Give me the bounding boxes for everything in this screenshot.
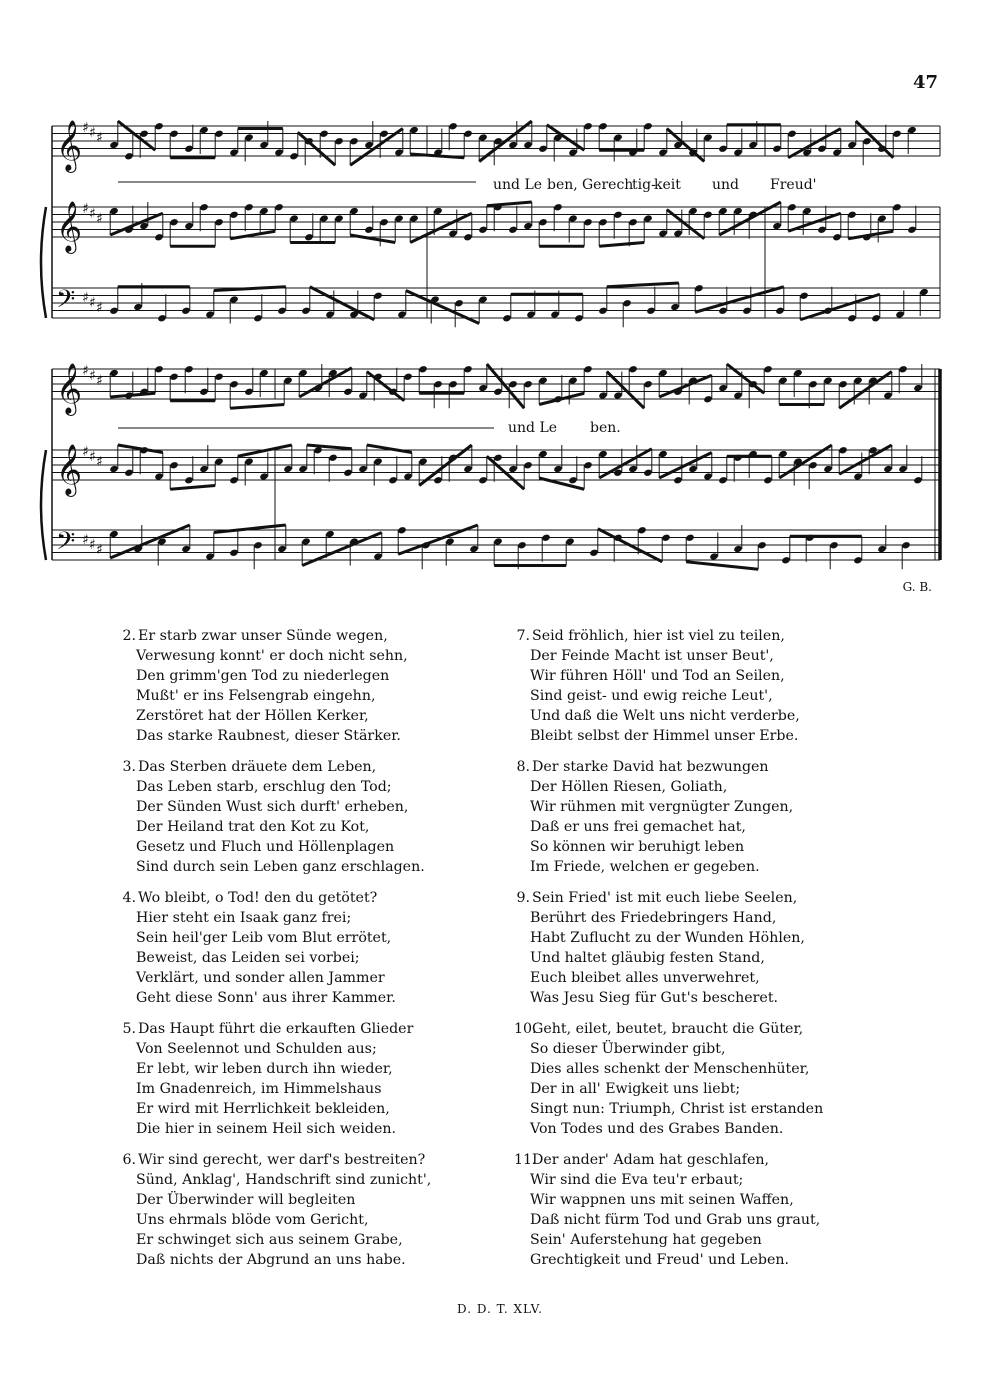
note-beam <box>110 393 155 397</box>
treble-clef-icon: 𝄞 <box>56 363 83 414</box>
sharp-icon: ♯ <box>96 300 103 316</box>
stanza-text: Dies alles schenkt der Menschenhüter, <box>530 1061 810 1077</box>
lyric-syllable: und <box>712 177 739 193</box>
stanza-text: Der in all' Ewigkeit uns liebt; <box>530 1081 741 1097</box>
note-beam <box>856 121 893 158</box>
stanza-line <box>120 1170 540 1190</box>
note-beam <box>667 210 704 239</box>
note-beam <box>788 129 841 158</box>
stanza-text: Wir sind die Eva teu'r erbaut; <box>530 1172 744 1188</box>
stanza-line <box>514 686 934 706</box>
sharp-icon: ♯ <box>96 454 103 470</box>
note-beam <box>307 445 352 449</box>
stanza-text: Das Sterben dräuete dem Leben, <box>138 759 377 775</box>
stanza-number: 2. <box>122 628 136 644</box>
stanza-number: 5. <box>122 1021 136 1037</box>
stanza <box>514 1019 934 1139</box>
stanza-text: Singt nun: Triumph, Christ ist erstanden <box>530 1101 824 1117</box>
stanza-text: So können wir beruhigt leben <box>530 839 745 855</box>
stanza-text: Im Friede, welchen er gegeben. <box>530 859 760 875</box>
stanza-text: Der starke David hat bezwungen <box>532 759 769 775</box>
stanza-line <box>120 626 540 646</box>
sharp-icon: ♯ <box>82 120 89 136</box>
stanza-text: Sind durch sein Leben ganz erschlagen. <box>136 859 425 875</box>
sharp-icon: ♯ <box>82 444 89 460</box>
bass-clef-icon: 𝄢 <box>56 527 76 562</box>
stanza-text: Habt Zuflucht zu der Wunden Höhlen, <box>530 930 805 946</box>
stanza-text: Den grimm'gen Tod zu niederlegen <box>136 668 390 684</box>
lyric-syllable: Gerech <box>582 177 634 193</box>
stanza-text: Der Feinde Macht ist unser Beut', <box>530 648 774 664</box>
stanza-text: Sind geist- und ewig reiche Leut', <box>530 688 773 704</box>
stanza-number: 4. <box>122 890 136 906</box>
sharp-icon: ♯ <box>96 130 103 146</box>
stanza-line <box>514 908 934 928</box>
lyric-syllable: ben. <box>590 420 621 436</box>
sharp-icon: ♯ <box>82 363 89 379</box>
stanza-text: Grechtigkeit und Freud' und Leben. <box>530 1252 789 1268</box>
stanza-line <box>120 777 540 797</box>
stanza-text: Daß nichts der Abgrund an uns habe. <box>136 1252 406 1268</box>
lyric-syllable: und Le <box>493 177 543 193</box>
stanza-line <box>514 626 934 646</box>
note-beam <box>367 372 404 401</box>
stanza-text: Das Haupt führt die erkauften Glieder <box>138 1021 414 1037</box>
stanza-line <box>120 908 540 928</box>
music-score <box>0 0 1000 620</box>
stanza-text: Seid fröhlich, hier ist viel zu teilen, <box>532 628 785 644</box>
stanza-text: Mußt' er ins Felsengrab eingehn, <box>136 688 376 704</box>
note-beam <box>487 202 532 206</box>
stanza-text: Daß nicht fürm Tod und Grab uns graut, <box>530 1212 821 1228</box>
stanza <box>514 757 934 877</box>
stanza-text: Der Sünden Wust sich durft' erheben, <box>136 799 409 815</box>
sharp-icon: ♯ <box>82 532 89 548</box>
note-beam <box>727 364 764 393</box>
stanza-line <box>514 1039 934 1059</box>
signature: G. B. <box>902 580 932 594</box>
stanza-line <box>514 797 934 817</box>
note-beam <box>599 243 644 247</box>
note-beam <box>230 405 284 409</box>
sharp-icon: ♯ <box>89 125 96 141</box>
note-beam <box>299 368 352 397</box>
score-drawing <box>0 0 1000 620</box>
stanza-line <box>514 1150 934 1170</box>
stanza-text: Wir wappnen uns mit seinen Waffen, <box>530 1192 794 1208</box>
stanza-line <box>514 1210 934 1230</box>
stanza <box>120 626 540 746</box>
stanza-line <box>514 757 934 777</box>
sharp-icon: ♯ <box>96 542 103 558</box>
stanza-text: Sein' Auferstehung hat gegeben <box>530 1232 762 1248</box>
stanza-text: Von Todes und des Grabes Banden. <box>530 1121 784 1137</box>
stanza-column-right <box>514 626 934 1281</box>
stanza-line <box>514 837 934 857</box>
stanza-text: Er lebt, wir leben durch ihn wieder, <box>136 1061 393 1077</box>
stanza-text: Das starke Raubnest, dieser Stärker. <box>136 728 401 744</box>
stanza-text: Berührt des Friedebringers Hand, <box>530 910 777 926</box>
note-beam <box>214 287 286 291</box>
stanza-text: Wir führen Höll' und Tod an Seilen, <box>530 668 785 684</box>
note-beam <box>547 125 584 151</box>
treble-clef-icon: 𝄞 <box>56 444 83 495</box>
note-beam <box>238 445 292 456</box>
stanza-text: Und haltet gläubig festen Stand, <box>530 950 765 966</box>
sharp-icon: ♯ <box>89 537 96 553</box>
note-beam <box>410 213 472 242</box>
note-beam <box>170 486 215 490</box>
stanza-text: Euch bleibet alles unverwehret, <box>530 970 760 986</box>
stanza-line <box>120 686 540 706</box>
stanza-line <box>120 1150 540 1170</box>
stanza-number: 7. <box>516 628 530 644</box>
stanza-line <box>514 726 934 746</box>
stanza-line <box>120 1079 540 1099</box>
stanza-line <box>514 706 934 726</box>
stanza-text: Was Jesu Sieg für Gut's bescheret. <box>530 990 779 1006</box>
stanza-line <box>514 928 934 948</box>
stanza-line <box>514 1190 934 1210</box>
stanza-text: Und daß die Welt uns nicht verderbe, <box>530 708 800 724</box>
stanza-number: 8. <box>516 759 530 775</box>
stanza-number: 11. <box>514 1152 537 1168</box>
stanza-line <box>120 888 540 908</box>
lyric-syllable: ben, <box>547 177 578 193</box>
stanza-text: Von Seelennot und Schulden aus; <box>136 1041 377 1057</box>
note-beam <box>398 525 478 554</box>
lyric-syllable: und Le <box>508 420 558 436</box>
stanza-text: Bleibt selbst der Himmel unser Erbe. <box>530 728 799 744</box>
sharp-icon: ♯ <box>96 211 103 227</box>
sharp-icon: ♯ <box>89 206 96 222</box>
stanza-text: Sein heil'ger Leib vom Blut errötet, <box>136 930 392 946</box>
treble-clef-icon: 𝄞 <box>56 120 83 171</box>
stanza-text: Die hier in seinem Heil sich weiden. <box>136 1121 397 1137</box>
stanza-line <box>120 1059 540 1079</box>
note-beam <box>350 235 395 243</box>
stanza-number: 10. <box>514 1021 537 1037</box>
stanza-text: Gesetz und Fluch und Höllenplagen <box>136 839 395 855</box>
note-beam <box>607 372 644 409</box>
lyric-syllable: keit <box>654 177 681 193</box>
stanza-text: Geht diese Sonn' aus ihrer Kammer. <box>136 990 396 1006</box>
note-beam <box>118 121 155 150</box>
stanza-line <box>120 797 540 817</box>
stanza-text: Uns ehrmals blöde vom Gericht, <box>136 1212 369 1228</box>
stanza <box>514 626 934 746</box>
stanza-text: Der Heiland trat den Kot zu Kot, <box>136 819 370 835</box>
stanza-text: Der Überwinder will begleiten <box>136 1192 356 1208</box>
stanza-text: Wo bleibt, o Tod! den du getötet? <box>138 890 378 906</box>
stanza-line <box>514 948 934 968</box>
note-beam <box>839 445 892 474</box>
stanza-line <box>514 777 934 797</box>
note-beam <box>350 129 403 166</box>
stanza-text: Verklärt, und sonder allen Jammer <box>136 970 385 986</box>
sharp-icon: ♯ <box>82 201 89 217</box>
stanza-line <box>514 1099 934 1119</box>
note-beam <box>367 445 412 453</box>
treble-clef-icon: 𝄞 <box>56 201 83 252</box>
stanza-text: Geht, eilet, beutet, braucht die Güter, <box>532 1021 804 1037</box>
stanza <box>120 1150 540 1270</box>
stanza-line <box>120 726 540 746</box>
stanza-line <box>514 888 934 908</box>
stanza-line <box>514 646 934 666</box>
stanza-column-left <box>120 626 540 1281</box>
note-beam <box>487 364 524 408</box>
sharp-icon: ♯ <box>96 373 103 389</box>
stanza-line <box>514 666 934 686</box>
stanza-line <box>120 666 540 686</box>
stanza-line <box>514 857 934 877</box>
stanza-line <box>514 1250 934 1270</box>
stanza-number: 9. <box>516 890 530 906</box>
stanza-text: Wir sind gerecht, wer darf's bestreiten? <box>138 1152 426 1168</box>
stanza-text: Beweist, das Leiden sei vorbei; <box>136 950 360 966</box>
stanza-line <box>120 757 540 777</box>
footer-label: D. D. T. XLV. <box>457 1302 543 1316</box>
stanza-line <box>514 1059 934 1079</box>
stanza-line <box>514 968 934 988</box>
stanza-text: Sein Fried' ist mit euch liebe Seelen, <box>532 890 798 906</box>
stanza <box>120 1019 540 1139</box>
stanza-line <box>514 1119 934 1139</box>
note-beam <box>599 449 652 478</box>
stanza-line <box>120 1230 540 1250</box>
stanza-text: Daß er uns frei gemachet hat, <box>530 819 746 835</box>
bass-clef-icon: 𝄢 <box>56 285 76 320</box>
stanza-text: Wir rühmen mit vergnügter Zungen, <box>530 799 794 815</box>
note-beam <box>686 562 758 570</box>
stanza-line <box>120 968 540 988</box>
stanza <box>120 888 540 1008</box>
stanza-text: Er wird mit Herrlichkeit bekleiden, <box>136 1101 390 1117</box>
stanza-text: Im Gnadenreich, im Himmelshaus <box>136 1081 382 1097</box>
sharp-icon: ♯ <box>89 295 96 311</box>
lyric-syllable: tig- <box>632 177 656 193</box>
brace <box>41 450 46 560</box>
stanza <box>120 757 540 877</box>
stanza-line <box>120 1250 540 1270</box>
stanza-line <box>514 1019 934 1039</box>
stanza-line <box>514 1230 934 1250</box>
stanza-text: Zerstöret hat der Höllen Kerker, <box>136 708 369 724</box>
stanza-line <box>120 1019 540 1039</box>
stanza-line <box>514 817 934 837</box>
stanza <box>514 888 934 1008</box>
sharp-icon: ♯ <box>89 449 96 465</box>
stanza-line <box>514 1079 934 1099</box>
stanza-text: Er starb zwar unser Sünde wegen, <box>138 628 388 644</box>
stanza-line <box>120 988 540 1008</box>
stanza-line <box>120 948 540 968</box>
stanza-line <box>514 988 934 1008</box>
stanza-line <box>120 1190 540 1210</box>
stanza <box>514 1150 934 1270</box>
stanza-line <box>120 857 540 877</box>
brace <box>41 207 46 318</box>
stanza-text: Er schwinget sich aus seinem Grabe, <box>136 1232 403 1248</box>
note-beam <box>839 372 892 409</box>
stanza-text: Hier steht ein Isaak ganz frei; <box>136 910 352 926</box>
stanza-line <box>120 1099 540 1119</box>
stanza-line <box>120 928 540 948</box>
sharp-icon: ♯ <box>89 368 96 384</box>
stanza-text: Das Leben starb, erschlug den Tod; <box>136 779 392 795</box>
stanza-number: 6. <box>122 1152 136 1168</box>
stanza-line <box>120 1210 540 1230</box>
lyric-syllable: Freud' <box>770 177 817 193</box>
stanza-line <box>120 646 540 666</box>
stanza-line <box>120 1119 540 1139</box>
sharp-icon: ♯ <box>82 290 89 306</box>
stanza-text: So dieser Überwinder gibt, <box>530 1041 726 1057</box>
stanza-line <box>120 1039 540 1059</box>
stanza-number: 3. <box>122 759 136 775</box>
stanza-text: Der ander' Adam hat geschlafen, <box>532 1152 770 1168</box>
note-beam <box>607 283 679 287</box>
stanza-text: Verwesung konnt' er doch nicht sehn, <box>136 648 408 664</box>
stanza-text: Der Höllen Riesen, Goliath, <box>530 779 728 795</box>
stanza-line <box>120 817 540 837</box>
stanza-line <box>120 837 540 857</box>
note-beam <box>800 294 880 320</box>
note-beam <box>659 375 712 397</box>
note-beam <box>410 154 464 158</box>
stanza-text: Sünd, Anklag', Handschrift sind zunicht', <box>136 1172 432 1188</box>
note-beam <box>230 231 275 239</box>
note-beam <box>695 287 784 313</box>
page-number: 47 <box>912 72 938 93</box>
note-beam <box>110 213 163 235</box>
stanza-line <box>514 1170 934 1190</box>
stanza-line <box>120 706 540 726</box>
